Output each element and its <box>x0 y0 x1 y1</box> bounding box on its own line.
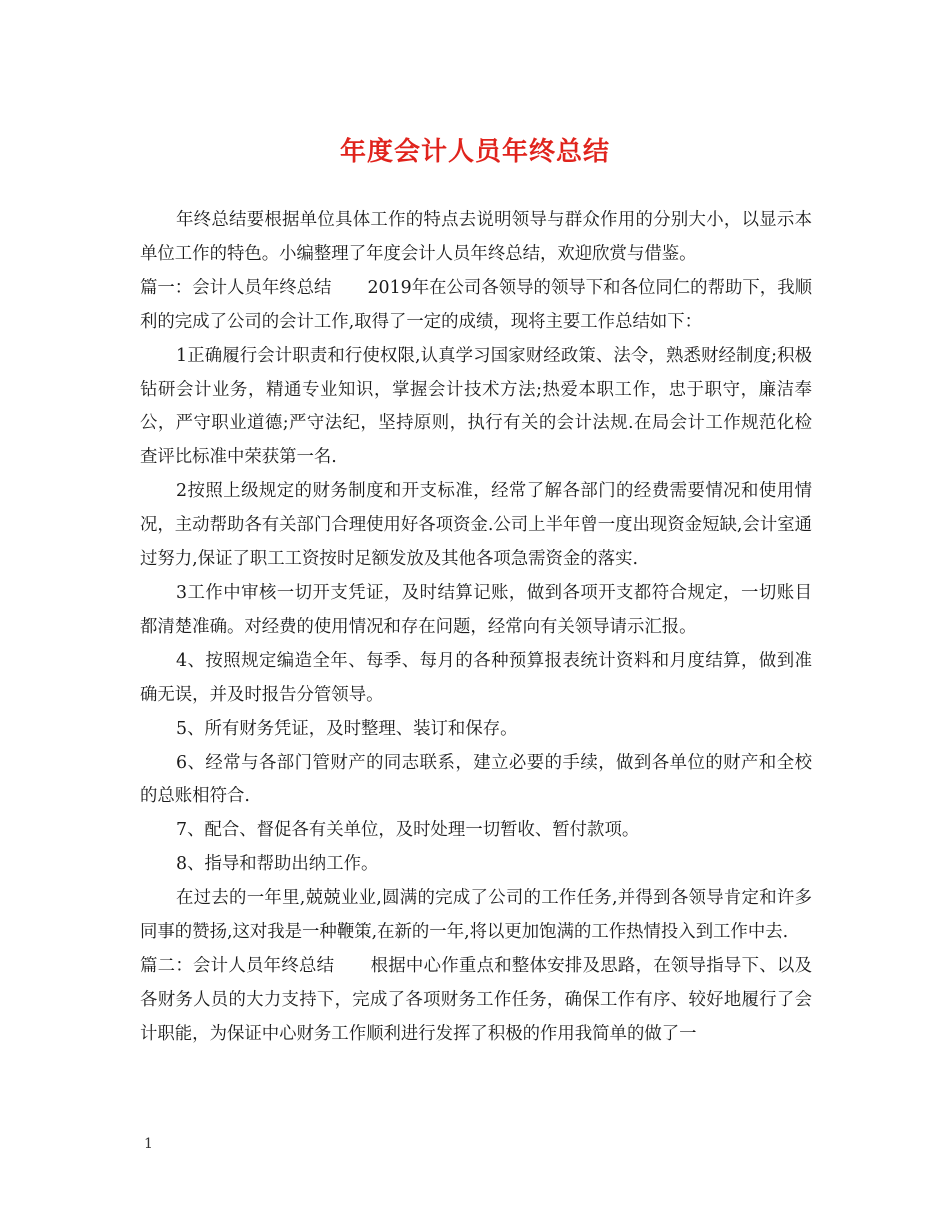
section-1-lead: 2019年在公司各领导的领导下和各位同仁的帮助下，我顺利的完成了公司的会计工作,取得了一定的成绩，现将主要工作总结如下： <box>140 277 812 332</box>
section-1-item-4: 4、按照规定编造全年、每季、每月的各种预算报表统计资料和月度结算，做到准确无误，并及时报告分管领导。 <box>140 650 812 705</box>
section-1-item-1: 1正确履行会计职责和行使权限,认真学习国家财经政策、法令，熟悉财经制度;积极钻研会计业务，精通专业知识，掌握会计技术方法;热爱本职工作，忠于职守，廉洁奉公，严守职业道德;严守法纪，坚持原则，执行有关的会计法规.在局会计工作规范化检查评比标准中荣获第一名. <box>140 345 812 468</box>
section-2-paragraph <box>140 950 812 1052</box>
section-1-conclusion: 在过去的一年里,兢兢业业,圆满的完成了公司的工作任务,并得到各领导肯定和许多同事的赞扬,这对我是一种鞭策,在新的一年,将以更加饱满的工作热情投入到工作中去. <box>140 888 812 943</box>
section-1-item-3: 3工作中审核一切开支凭证，及时结算记账，做到各项开支都符合规定，一切账目都清楚准确。对经费的使用情况和存在问题，经常向有关领导请示汇报。 <box>140 582 812 637</box>
section-1-item-2: 2按照上级规定的财务制度和开支标准，经常了解各部门的经费需要情况和使用情况，主动帮助各有关部门合理使用好各项资金.公司上半年曾一度出现资金短缺,会计室通过努力,保证了职工工资按时足额发放及其他各项急需资金的落实. <box>140 481 812 570</box>
section-2-lead: 根据中心作重点和整体安排及思路，在领导指导下、以及各财务人员的大力支持下，完成了各项财务工作任务，确保工作有序、较好地履行了会计职能，为保证中心财务工作顺利进行发挥了积极的作用我简单的做了一 <box>140 955 812 1044</box>
page-number: 1 <box>144 1136 153 1152</box>
section-1-item-5: 5、所有财务凭证，及时整理、装订和保存。 <box>176 718 518 739</box>
document-body <box>140 204 812 1052</box>
document-title: 年度会计人员年终总结 <box>339 137 610 167</box>
section-1-item-6: 6、经常与各部门管财产的同志联系，建立必要的手续，做到各单位的财产和全校的总账相符合. <box>140 752 812 807</box>
section-1-label: 篇一：会计人员年终总结 <box>140 277 332 298</box>
section-1-paragraph <box>140 272 812 340</box>
section-1-item-7: 7、配合、督促各有关单位，及时处理一切暂收、暂付款项。 <box>176 820 640 841</box>
intro-paragraph: 年终总结要根据单位具体工作的特点去说明领导与群众作用的分别大小，以显示本单位工作的特色。小编整理了年度会计人员年终总结，欢迎欣赏与借鉴。 <box>140 210 812 264</box>
section-2-label: 篇二：会计人员年终总结 <box>140 955 335 976</box>
section-1-item-8: 8、指导和帮助出纳工作。 <box>176 854 379 875</box>
